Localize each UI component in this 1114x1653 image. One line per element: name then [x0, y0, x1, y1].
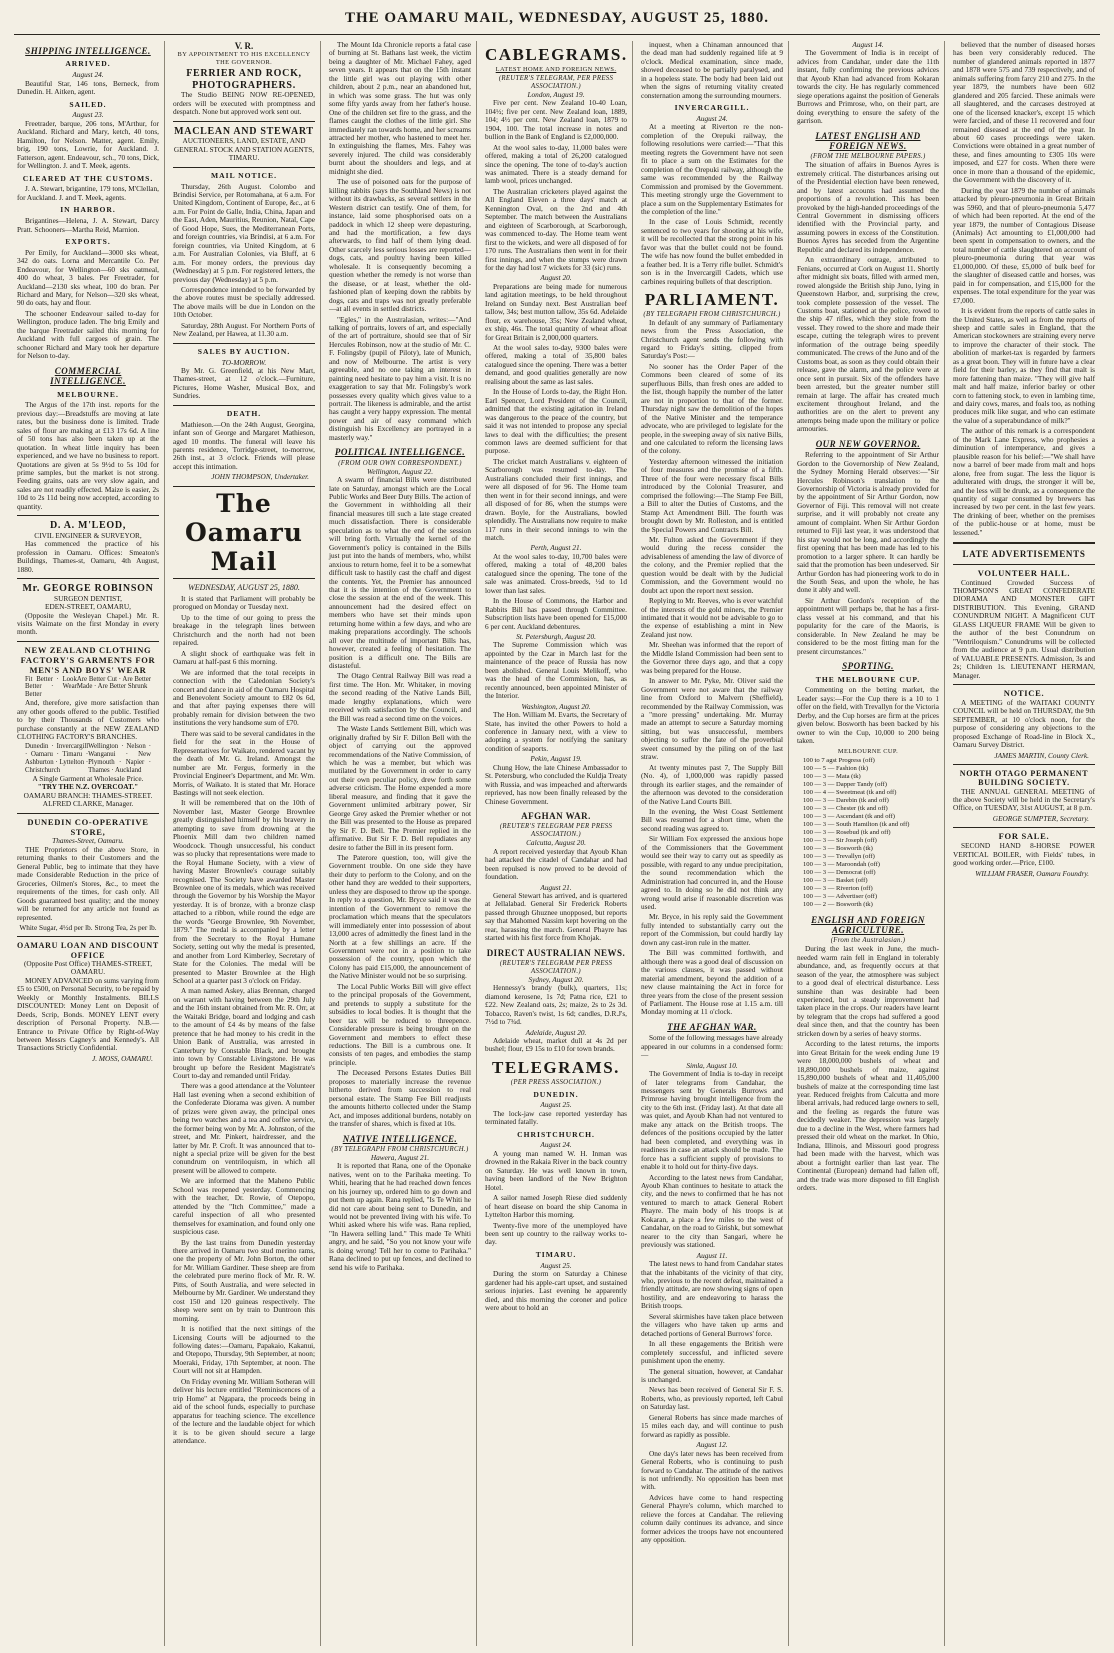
article: The Australian cricketers played against the All England Eleven a three days' match at Kennington Oval, on the 2nd and 4th September. The match between the Australians and eighteen of Scarborough, at Scarborough, was commenced to-day. The Home team went first to the wickets, and were all disposed of for 170 runs. The Australians then went in for their first innings, and when the stumps were drawn for the day had lost 7 wickets for 33 (sic) runs.: [485, 186, 627, 272]
divider: [173, 121, 315, 122]
death-text: Mathieson.—On the 24th August, Georgina, infant son of George and Margaret Mathieson, aged 10 months. The funeral will leave his parents residence, Torridge-street, to-morrow, 26th inst., at 3 o'clock. Friends will please accept this intimation.: [173, 419, 315, 471]
political-heading: POLITICAL INTELLIGENCE.: [334, 447, 466, 458]
article: The Waste Lands Settlement Bill, which was originally drafted by Sir F. Dillon Bell with the object of carrying out the approved recommendations of the Native Commission, of which he was a member, but which was mutilated by the Government in order to carry out their own peculiar policy, drew forth some adverse criticism. The Home expended a more liberal measure, and finding that it gave the Government unlimited arbitrary power, Sir George Grey asked the Premier whether or not the Bill was presented to the House as prepared by Sir F. D. Bell. The Premier replied in the affirmative. But Sir F. D. Bell repudiates any desire to father the Bill in its present form.: [329, 724, 471, 852]
dateline: August 24.: [540, 1140, 572, 1150]
telegrams-source: (PER PRESS ASSOCIATION.): [510, 1078, 602, 1086]
article: Chung How, the late Chinese Ambassador to St. Petersburg, who concluded the Kuldja Treaty with Russia, and was impeached and afterwards reprieved, has now been finally released by the Chinese Government.: [485, 762, 627, 806]
cup-betting-line: 100 to 7 agst Progress (off): [803, 756, 875, 764]
ad-robinson: [17, 583, 159, 637]
article: During the last week in June, the much-needed warm rain fell in England in tolerably abundance, and, as frequently occurs at that season of the year, the atmosphere was subject to a good deal of electrical disturbance. Less sunshine than was desirable had been experienced, but a steady improvement had taken place in the crops. Our readers have learnt by telegram that the crops had suffered a good deal since then, and that the country has been stricken down by a series of heavy storms.: [797, 944, 939, 1038]
article: Mr. Fulton asked the Government if they would during the recess consider the advisableness of amending the law of divorce of the colony, and the Premier replied that the question would be dealt with by the Judicial Commission, and the Government would no doubt act upon the report next session.: [641, 534, 783, 595]
sales-text: By Mr. G. Greenfield, at his New Mart, Thames-street, at 12 o'clock.—Furniture, Pictures, Home Washer, Musical Box, and Sundries.: [173, 365, 315, 401]
article: believed that the number of diseased horses has been very considerably reduced. The number of glandered animals reported in 1877 and 1878 were 575 and 739 respectively, and of animals suffering from farcy 210 and 275. In the year 1879, the numbers have been 602 glandered and 205 farcied. These animals were all slaughtered, and the carcases destroyed at one of the licensed knacker's, except 15 which were farcied, and of these 11 recovered and four remained diseased at the end of the year. In about 60 cases proceedings were taken. Convictions were obtained in a great number of these, and fines amounting to £305 10s were imposed, and £27 for costs. When there were once in more than a thousand of the epidemic, the Government with the discovery of it.: [953, 41, 1095, 185]
cup-betting-line: 100 — 3 — Mata (tk): [803, 772, 861, 780]
article: A man named Askey, alias Brennan, charged on warrant with having between the 29th July and the 16th instant obtained from Mr. R. Orr, at the Waitaki Bridge, board and lodging and cash to the amount of £4 4s by means of the false pretence that he had money to his credit in the Union Bank of Australia, was arrested in Canterbury by Constable Black, and brought into town by Constable Livingstone. He was brought up before the Resident Magistrate's Court to-day and remanded until Friday.: [173, 986, 315, 1080]
divider: [173, 343, 315, 344]
dateline: St. Petersburgh, August 20.: [516, 631, 596, 641]
article: Some of the following messages have already appeared in our columns in a condensed form:—: [641, 1033, 783, 1060]
divider: [17, 813, 159, 814]
article: On Friday evening Mr. William Sotheran will deliver his lecture entitled "Reminiscences of a trip Home" at Ngapara, the proceeds being in aid of the school funds, especially to purchase apparatus for teaching science. The excellence of the lecture and the laudable object for which it is to be given should secure a large attendance.: [173, 1376, 315, 1445]
sales-date: TO-MORROW.: [221, 357, 267, 367]
ad-nz-branch: OAMARU BRANCH: THAMES-STREET. ALFRED CLARKE, Manager.: [23, 790, 153, 809]
cup-betting-line: 100 — 5 — Fashion (tk): [803, 764, 869, 772]
article: "Egles," in the Australasian, writes:—"And talking of portraits, lovers of art, and especially of the art of portraiture, should see that of Sir Hercules Robinson, now at the studio of Mr. C. F. Folingsby (pupil of Piloty), late of Munich, and now of Melbourne. The artist is very agreeable, and no one taking an interest in painting need hesitate to pay him a visit. It is no exaggeration to say that Mr. Folingsby's work possesses every quality which gives value to a portrait. The likeness is admirable, and the artist has caught a very happy expression. The mental power and air of easy command which distinguish his Excellency are portrayed in a masterly way.": [329, 314, 471, 442]
telegrams-heading: TELEGRAMS.: [492, 1057, 620, 1077]
article: In the House of Lords to-day, the Right Hon. Earl Spencer, Lord President of the Council, admitted that the existing agitation in Ireland was dangerous to the peace of the country, but said it was not intended to propose any special laws to deal with the difficulties; the present common laws are deemed sufficient for that purpose.: [485, 387, 627, 456]
cup-betting-line: 100 — 3 — Advertiser (off): [803, 893, 878, 901]
volunteer-hall-heading: VOLUNTEER HALL.: [977, 567, 1071, 578]
ad-nz-overcoat: "TRY THE N.Z. OVERCOAT.": [37, 782, 139, 792]
direct-heading: DIRECT AUSTRALIAN NEWS.: [486, 947, 626, 958]
sailed-label: SAILED.: [69, 99, 107, 109]
article: Adelaide wheat, market dull at 4s 2d per bushel; flour, £9 15s to £10 for town brands.: [485, 1036, 627, 1054]
article: At twenty minutes past 7, The Supply Bill (No. 4), of 1,000,000 was rapidly passed through its earlier stages, and the remainder of the afternoon was devoted to the consideration of the Native Land Courts Bill.: [641, 762, 783, 806]
building-society-heading: NORTH OTAGO PERMANENT BUILDING SOCIETY.: [959, 769, 1089, 788]
article: At the wool sales to-day, 10,700 bales were offered, making a total of 48,200 bales catalogued since the opening. The tone of the sale was animated. Cross-breeds, ½d to 1d lower than last sales.: [485, 551, 627, 595]
article: In answer to Mr. Pyke, Mr. Oliver said the Government were not aware that the railway line from Oxford to Malvern (Sheffield), recommended by the Railway Commission, was a "more pressing" undertaking. Mr. Murray made an attempt to secure a Saturday morning sitting, but was unsuccessful, members objecting to suffer the fate of the proverbial sweet consumed by the piling on of the last straw.: [641, 676, 783, 762]
dateline: Calcutta, August 20.: [526, 838, 586, 848]
cup-betting-line: 100 — 3 — Basket (off): [803, 877, 868, 885]
article: The Local Public Works Bill will give effect to the principal proposals of the Government, and pretends to supply a substitute for the subsidies to local bodies. It is thought that the beer tax will be reduced to threepence. Considerable pressure is being brought on the Government and members to effect these reductions. The Bill is a cumbrous one. It consists of ten pages, and embodies the stamp principle.: [329, 981, 471, 1067]
article: inquest, when a Chinaman announced that the dead man had suddenly regained life at 9 o'clock. Medical examination, since made, showed deceased to be partially paralysed, and in a hopeless state. The body had been laid out when the signs of returning vitality created consternation among the surrounding mourners.: [641, 41, 783, 100]
dateline: London, August 19.: [527, 89, 585, 99]
dateline: Sydney, August 20.: [528, 974, 584, 984]
article: The Deceased Persons Estates Duties Bill proposes to materially increase the revenue hitherto derived from succession to real personal estate. The Stamp Fee Bill readjusts the amounts hitherto collected under the Stamp Act, and imposes additional burdens, notably on the transfer of shares, which is fixed at 10s.: [329, 1068, 471, 1129]
article: According to the latest returns, the imports into Great Britain for the week ending June 19 were 18,000,000 bushels of wheat and 18,890,000 bushels of maize, against 15,890,000 bushels of wheat and 11,405,000 bushels of maize at the corresponding time last year. Reduced freights from Calcutta and more liberal arrivals, had reduced large owners to sell, and the feeling as regards the future was decidedly weaker. The depression was largely due to a decline in the West, where farmers had pressed their old wheat on the market. In Ohio, Indiana, Illinois, and Missouri good progress had been made with the harvest, which was about a fortnight earlier than last year. The Continental (European) demand had fallen off, and the trade was more disposed to fill English orders.: [797, 1039, 939, 1192]
ad-coop-address: Thames-Street, Oamaru.: [52, 836, 124, 846]
sailed-text: Freetrader, barque, 206 tons, M'Arthur, for Auckland. Richard and Mary, ketch, 40 tons, Hamilton, for Nelson. Matter, agent. Emily, brig, 190 tons, Lowrie, for Auckland. J. Fatterson, agent. Endeavour, sch., 70 tons, Dick, for Wellington. J. and T. Meek, agents.: [17, 118, 159, 171]
article: The Otago Central Railway Bill was read a first time. The Hon. Mr. Whitaker, in moving the second reading of the Native Lands Bill, made lengthy explanations, which were received with satisfaction by the Council, and the Bill was read a second time on the voices.: [329, 671, 471, 723]
article: The cricket match Australians v. eighteen of Scarborough was resumed to-day. The Australians concluded their first innings, and were all disposed of for 96. The Home team then went in for their second innings, and were all disposed of for 86, when the stumps were drawn. Boyle, for the Australians, bowled splendidly. The Australians now require to make 117 runs in their second innings to win the match.: [485, 456, 627, 542]
timaru-place: TIMARU.: [535, 1249, 577, 1259]
cablegrams-source: (REUTER'S TELEGRAM, PER PRESS ASSOCIATION.): [498, 75, 614, 91]
cup-betting-line: 100 — 3 — Darebin (tk and off): [803, 797, 889, 805]
article: In the case of Louis Schmidt, recently sentenced to two years for shooting at his wife, it will be recollected that the strong point in his favor was that the bullet could not be found. The wife has now found the bullet embedded in a feather bed. It is a Terry rifle bullet. Schmidt's son is in the Invercargill Cadets, which use carbines requiring bullets of that description.: [641, 217, 783, 286]
notice-signature: JAMES MARTIN, County Clerk.: [994, 750, 1089, 760]
ad-mleod-name: D. A. M'LEOD,: [49, 520, 127, 532]
mail-text-2: Correspondence intended to be forwarded by the above routes must be specially addressed. The above mails will be due in London on the 10th October.: [173, 285, 315, 320]
cup-betting-line: 100 — 3 — Maroondah (off): [803, 861, 880, 869]
exports-label: EXPORTS.: [65, 236, 111, 246]
article: Five per cent. New Zealand 10-40 Loan, 104½; five per cent. New Zealand loan, 1889, 104; 4½ per cent. New Zealand loan, 1879 to 1904, 100. The total increase in notes and bullion in the Bank of England is £2,000,000.: [485, 98, 627, 142]
article: At the wool sales to-day, 9300 bales were offered, making a total of 35,800 bales catalogued since the opening. There was a better demand, and good qualities generally are now realising about the same as last sales.: [485, 343, 627, 386]
dateline: Washington, August 20.: [521, 701, 591, 711]
article: The Bill was committed forthwith, and although there was a good deal of discussion on the various clauses, it was passed without material amendment, beyond the addition of a new clause maintaining the Act in force for three years from the close of the present session of Parliament. The House rose at 1.15 a.m. till Monday morning at 11 o'clock.: [641, 948, 783, 1017]
dateline: August 25.: [540, 1100, 572, 1110]
cleared-text: J. A. Stewart, brigantine, 179 tons, M'Clellan, for Auckland. J. and T. Meek, agents.: [17, 184, 159, 202]
article: The lock-jaw case reported yesterday has terminated fatally.: [485, 1108, 627, 1127]
divider: [953, 827, 1095, 828]
melbourne-text: The Argus of the 17th inst. reports for the previous day:—Breadstuffs are moving at late rates, but the business done is limited. Trade sales of flour are making at £13 17s 6d. A line of 50 tons has also been taken up at the quotation. In wheat little inquiry has been experienced, and we have no business to report. Quotations are given at 5s 9½d to 5s 10d for prime samples, but the market is not strong. Feeding grains, oats are very slow again, and sales are not readily effected. Maize is easier, 2s 10d to 2s 11d being now accepted, according to quantity.: [17, 400, 159, 511]
governor-heading: OUR NEW GOVERNOR.: [815, 438, 921, 449]
latest-news-heading: LATEST ENGLISH AND FOREIGN NEWS.: [815, 130, 921, 151]
political-place: Wellington, August 22.: [366, 466, 434, 476]
article: During the storm on Saturday a Chinese gardener had his apple-cart upset, and sustained serious injuries. Last evening he apparently died, and this morning the coroner and police were about to hold an: [485, 1269, 627, 1312]
article: By the last trains from Dunedin yesterday there arrived in Oamaru two stud merino rams, one the property of Mr. John Borton, the other for Mr. William Gardiner. These sheep are from the celebrated pure merino flock of Mr. R. W. Pitts, of South Australia, and were selected in Melbourne by Mr. Gardiner. We understand they cost 150 and 120 guineas respectively. The sheep were sent on by train to Duntroon this morning.: [173, 1237, 315, 1323]
dateline: August 14.: [852, 41, 884, 49]
article: One day's later news has been received from General Roberts, who is continuing to push forward to Candahar. The attitude of the natives is not unfriendly. No opposition has been met with.: [641, 1448, 783, 1492]
building-society-signature: GEORGE SUMPTER, Secretary.: [992, 813, 1089, 823]
article: Advices have come to hand respecting General Phayre's column, which marched to relieve the forces at Candahar. The relieving column daily continues its advance, and since former advices the troops have not encountered any opposition.: [641, 1492, 783, 1545]
article: In the evening, the West Coast Settlement Bill was resumed for a short time, when the second reading was agreed to.: [641, 807, 783, 833]
arrived-text: Beautiful Star, 146 tons, Berneck, from Dunedin. H. Aitken, agent.: [17, 78, 159, 97]
ad-loan-address: (Opposite Post Office) THAMES-STREET, OAMARU.: [23, 958, 153, 977]
arrived-date: August 24.: [72, 70, 104, 80]
afghan-heading: AFGHAN WAR.: [521, 811, 591, 822]
article: Commenting on the betting market, the Leader says:—For the Cup there is a 10 to 1 offer on the field, with Trevallyn for the Victoria Derby, and the Cup horses are firm at the prices given below. Bosworth has been backed by his owner to win the Cup, 10,000 to 200 being taken.: [797, 685, 939, 746]
native-heading: NATIVE INTELLIGENCE.: [342, 1133, 458, 1144]
columns: [14, 41, 1100, 1646]
article: Preparations are being made for numerous land agitation meetings, to be held throughout Ireland on Sunday next. Best Australian beef tallow, 34s; best mutton tallow, 35s 6d. Adelaide flour, ex warehouse, 35s; New Zealand wheat, ex ship, 46s. The total quantity of wheat afloat for Great Britain is 2,000,000 quarters.: [485, 281, 627, 342]
parliament-heading: PARLIAMENT.: [644, 290, 780, 310]
divider: [173, 405, 315, 406]
ad-coop: [17, 818, 159, 933]
steamer-text: The schooner Endeavour sailed to-day for Wellington, produce laden. The brig Emily and the barque Freetrader sailed this morning for Auckland with full cargoes of grain. The schooner Richard and Mary took her departure for Nelson to-day.: [17, 308, 159, 361]
harbor-label: IN HARBOR.: [60, 205, 116, 215]
cup-betting-list: [797, 757, 939, 910]
ad-robinson-text: (Opposite the Wesleyan Chapel.) Mr. R. visits Waimate on the first Monday in every month.: [17, 610, 159, 637]
divider: [17, 515, 159, 516]
cup-betting-line: 100 — 3 — Bosworth (tk): [803, 845, 873, 853]
column-7: [950, 41, 1100, 1646]
cablegrams-subheading: LATEST HOME AND FOREIGN NEWS.: [495, 65, 617, 73]
article: Hennessy's brandy (bulk), quarters, 11s; diamond kerosene, 1s 7d; Patna rice, £21 to £22. New Zealand oats, 2s; maize, 2s to 2s 3d. Tobacco, Raven's twist, 1s 6d; candles, D.R.J's, 7½d to 7¾d.: [485, 983, 627, 1027]
article: In default of any summary of Parliamentary news from the Press Association, the Christchurch agent sends the following with regard to Friday's sitting, clipped from Saturday's Post:—: [641, 317, 783, 361]
death-signature: JOHN THOMPSON, Undertaker.: [211, 472, 309, 482]
dateline: August 20.: [540, 273, 572, 283]
afghan-source: (REUTER'S TELEGRAM PER PRESS ASSOCIATION.): [499, 823, 613, 839]
article: An extraordinary outrage, attributed to Fenians, occurred at Cork on August 11. Shortly after midnight six boats, filled with armed men, rowed alongside the British ship Juno, lying in Queenstown Harbor, and, surprising the crew, took complete possession of the vessel. The Customs boat, stationed at the police, rowed to the ship 47 rifles, which they stole from the vessel. They rowed to the shore and made their escape, cutting the telegraph wires to prevent information of the outrage being speedily communicated. The crews of the Juno and of the Customs boat, as soon as they could obtain their release, gave the alarm, and the police were at once sent in pursuit. Six of the offenders have been arrested, but the greater number still remain at large. The affair has created much excitement throughout Ireland, and the authorities are on the alert to prevent any attempts being made upon the military or police armouries.: [797, 255, 939, 434]
cup-label: MELBOURNE CUP.: [837, 747, 899, 755]
article: In the House of Commons, the Harbor and Rabbits Bill has passed through Committee. Subscription lists have been opened for £15,000 6 per cent. Auckland debentures.: [485, 596, 627, 631]
article: Referring to the appointment of Sir Arthur Gordon to the Governorship of New Zealand, the Sydney Morning Herald observes:—"Sir Hercules Robinson's translation to the Governorship of Victoria is already provided for by the appointment of Sir Arthur Gordon, now Governor of Fiji. This removal will not create surprise, and it will probably not create any amount of complaint. When Sir Arthur Gordon returned to Fiji last year, it was understood that his stay would not be long, and accordingly the first opening that has been made has led to his promotion to a larger sphere. It can hardly be said that the promotion has been undeserved. Sir Arthur Gordon has had pioneering work to do in the South Seas, and upon the whole, he has done it ably and well.: [797, 450, 939, 595]
column-4: [482, 41, 633, 1646]
dateline: August 12.: [696, 1440, 728, 1450]
cup-betting-line: 100 — 3 — South Hamilton (tk and off): [803, 821, 910, 829]
ad-loan-title: OAMARU LOAN AND DISCOUNT OFFICE: [17, 941, 159, 960]
article: The Government of India is in receipt of advices from Candahar, under date the 11th instant, fully confirming the previous advices that Ayoub Khan had advanced from Kokaran towards the city. He has regularly commenced siege operations against the position of Generals Burrows and Primrose, who, on their part, are doing everything to ensure the safety of the garrison.: [797, 48, 939, 126]
for-sale-text: SECOND HAND 8-HORSE POWER VERTICAL BOILER, with Fields' tubes, in good working order.—Price, £100.: [953, 841, 1095, 868]
commercial-heading: COMMERCIAL INTELLIGENCE.: [50, 365, 126, 387]
dateline: Perth, August 21.: [530, 543, 582, 553]
ferrier-text: The Studio BEING NOW RE-OPENED, orders will be executed with promptness and despatch. None but approved work sent out.: [173, 90, 315, 117]
column-3: [326, 41, 477, 1646]
death-heading: DEATH.: [226, 408, 262, 418]
divider: [953, 684, 1095, 685]
shipping-heading: SHIPPING INTELLIGENCE.: [25, 46, 151, 56]
article: A swarm of financial Bills were distributed late on Saturday, amongst which are the Local Public Works and Beer Duty Bills. The action of the Government in withholding all their financial measures till such a late stage created much dissatisfaction. There is considerable speculation as to what the end of the session will bring forth. Virtually the kernel of the Government's policy is contained in the Bills just put into the hands of members, who, whilst anxious to return home, feel it to be a somewhat difficult task to hastily cast the chaff and digest the contents. Yet, the Premier has announced that it is the intention of the Government to close the session at the end of the week. This announcement had the desired effect on members who have set their minds upon returning home within a few days, and who are making preparations accordingly. The schools all over the multitude of important Bills has, however, created a feeling of hesitation. The position is a difficult one. The Bills are distasteful.: [329, 475, 471, 671]
native-subheading: (BY TELEGRAPH FROM CHRISTCHURCH.): [331, 1145, 469, 1153]
divider: [953, 764, 1095, 765]
exports-text: Per Emily, for Auckland—3000 sks wheat, 342 do oats. Lorna and Mercantile Co. Per Endeavour, for Wellington—60 sks oatmeal, 400 do wheat, 3 bales. Per Freetrader, for Auckland—2130 sks wheat, 100 do bran. Per Richard and Mary, for Nelson—320 sks wheat, 90 do oats, hay and flour.: [17, 247, 159, 308]
article: According to the latest news from Candahar, Ayoub Khan continues to hesitate to attack the city, and the news to confirmed that he has not ventured to march to attack General Robert Phayre. The main body of his troops is at Kokaran, a place a few miles to the west of Candahar, on the road to Girishk, but somewhat nearer to the city than Sangari, where he previously was stationed.: [641, 1172, 783, 1250]
article: It is evident from the reports of cattle sales in the United States, as well as from the reports of sheep and cattle sales in England, that the American stockowners are straining every nerve to improve the character of their stock. The abolition of market-tax is regarded by farmers as a great boon. They will in future have a clear field for their barley, as they find that malt is more fattening than maize. "They will give half malt and half maize, inferior barley or other corn to fattening stock, to even in lambing time, and dairy cows, mares, and foals too, as nothing produces milk like sugar, and who can estimate the value of a superabundance of milk?": [953, 306, 1095, 425]
direct-source: (REUTER'S TELEGRAM PER PRESS ASSOCIATION.): [499, 960, 613, 975]
invercargill-place: INVERCARGILL.: [674, 103, 750, 113]
ad-loan-text: MONEY ADVANCED on sums varying from £5 to £500, on Personal Security, to be repaid by Weekly or Monthly Instalments. BILLS DISCOUNTED: Money Lent on Deposit of Deeds, Scrip, Bonds. MONEY LENT every description of Personal Property. N.B.—Entrance to Private Office by Right-of-Way between Messrs Cagney's and Kennedy's. All Transactions Strictly Confidential.: [17, 975, 159, 1053]
article: We are informed that the Maheno Public School was reopened yesterday. Commencing with the teacher, Dr. Rowie, of Otepopo, attended by the "Itch Committee," made a careful inspection of all who presented themselves for examination, and found only one suspicious case.: [173, 1176, 315, 1237]
article: The situation of affairs in Buenos Ayres is extremely critical. The disturbances arising out of the Presidential election have been renewed, and by latest accounts had assumed the proportions of a revolution. This has been provoked by the high-handed proceedings of the Central Government in dismissing officers identified with the Provincial party, and assuming powers in excess of the Constitution. Buenos Ayres has seceded from the Argentine Republic and declared its independence.: [797, 160, 939, 254]
article: General Roberts has since made marches of 15 miles each day, and will continue to push forward as rapidly as possible.: [641, 1412, 783, 1439]
ad-nz-branches-b: Wellington · Nelson · Wanganui · New Plymouth · Napier · Thames · Auckland: [88, 743, 151, 775]
cup-betting-line: 100 — 4 — Sweetmeat (tk and off): [803, 789, 897, 797]
dateline: August 21.: [540, 882, 572, 892]
ad-robinson-address: EDEN-STREET, OAMARU,: [44, 602, 131, 612]
melbourne-label: MELBOURNE.: [57, 389, 119, 399]
divider: [17, 578, 159, 579]
cablegrams-heading: CABLEGRAMS.: [485, 45, 628, 64]
cup-betting-line: 100 — 3 — Democrat (off): [803, 869, 876, 877]
cup-betting-line: 100 — 3 — Rosebud (tk and off): [803, 829, 891, 837]
dateline: August 25.: [540, 1260, 572, 1270]
ad-coop-title: DUNEDIN CO-OPERATIVE STORE,: [27, 816, 149, 837]
cup-betting-line: 100 — 3 — Trevallyn (off): [803, 853, 875, 861]
ad-robinson-name: Mr. GEORGE ROBINSON: [22, 583, 154, 595]
article: During the year 1879 the number of animals attacked by pleuro-pneumonia in Great Britain was 5960, and that of pleuro-pneumonia 5,477 of which had been reported. At the end of the year 1879, the number of Contagious Disease (Animals) Act amounting to £1,000,000 had been spent in compensation to owners, and the total number of cattle slaughtered on account of pleuro-pneumonia during that year was £1,000,000. Of these, £5,000 of bulk beef for the slaughter of diseased cattle and horses, was paid in for compensation, and £15,000 for the expenses. The total expenditure for the year was £7,000.: [953, 185, 1095, 305]
article: There was a good attendance at the Volunteer Hall last evening when a second exhibition of the Confederate Diorama was given. A number of prizes were given away, the principal ones being two watches and a tea and coffee service, the former being won by Mr. A. Johnston, of the street, and Mr. Pinkert, hairdresser, and the latter by Mr. P. Croft. It was announced that to-night a special prize will be given for the best conundrum on ventriloquism, in which all present will be allowed to compete.: [173, 1081, 315, 1175]
arrived-label: ARRIVED.: [65, 59, 111, 69]
dateline: Pekin, August 19.: [530, 754, 582, 764]
dunedin-place: DUNEDIN.: [533, 1089, 579, 1099]
cup-betting-line: 100 — 2 — Bosworth (tk): [803, 901, 873, 909]
building-society-text: THE ANNUAL GENERAL MEETING of the above Society will be held in the Secretary's Office, on TUESDAY, 31st AUGUST, at 8 p.m.: [953, 786, 1095, 813]
article: Several skirmishes have taken place between the villagers who have taken up arms and detached portions of General Burrows' force.: [641, 1311, 783, 1338]
maclean-title: MACLEAN AND STEWART: [174, 125, 314, 137]
christchurch-place: CHRISTCHURCH.: [517, 1129, 595, 1139]
for-sale-heading: FOR SALE.: [998, 831, 1050, 842]
article: Yesterday afternoon witnessed the initiation of four measures and the promise of a fifth. Three of the four were necessary fiscal Bills introduced by the Colonial Treasurer, and comprised the following:—The Stamp Fee Bill, a Bill to alter the Duties of Customs, and the Stamp Act Amendment Bill. The fourth was brought down by Mr. Rolleston, and is entitled the Special Powers and Contracts Bill.: [641, 456, 783, 534]
paper-title: The Oamaru Mail: [173, 486, 315, 579]
ad-nz-title: NEW ZEALAND CLOTHING FACTORY'S GARMENTS FOR MEN'S AND BOYS' WEAR: [20, 644, 156, 675]
article: There was said to be several candidates in the field for the seat in the House of Representatives for Waikato, rendered vacant by the death of Mr. G. Ireland. Amongst the number are Mr. Fergus, formerly in the Provincial Engineer's Department, and Mr. Wm. Morris, of Waikato. It is stated that Mr. Horace Bastings will not seek election.: [173, 728, 315, 797]
article: News has been received of General Sir F. S. Roberts, who, as previously reported, left Cabul on Saturday last.: [641, 1385, 783, 1412]
cleared-label: CLEARED AT THE CUSTOMS.: [22, 173, 154, 183]
article: The Paterore question, too, will give the Government trouble. On one side they have their duty to perform to the Colony, and on the other hand they are wedded to their supporters, unless they are disposed to throw up the sponge. In reply to a question, Mr. Bryce said it was the intention of the Government to remove the proclamation which means that the speculators will immediately enter into possession of about 13,000 acres of admittedly the finest land in the North at a few shillings an acre. If the Government were not in a position to take possession of the country, upon which the Colony has paid £15,000, the announcement of the Native Minister would not be so surprising.: [329, 853, 471, 981]
article: Sir William Fox expressed the anxious hope of the Commissioners that the Government would see their way to carry out as speedily as possible, with regard to any undue precipitation, the sound recommendation which the Administration had concurred in, and the House agreed to. In doing so he did not think any wrong would arise if reasonable discretion was used.: [641, 834, 783, 911]
ad-nz-claims: [17, 676, 159, 700]
ad-nz-claims-b: Are Better Cut · Are Better Made · Are Better Shrunk: [76, 675, 151, 691]
ad-coop-prices: White Sugar, 4½d per lb. Strong Tea, 2s per lb.: [19, 922, 157, 932]
article: It is notified that the next sittings of the Licensing Courts will be adjourned to the following dates:—Oamaru, Papakaio, Kakanui, and Otepopo, Thursday, 9th September, at noon; Moeraki, Friday, 17th September, at noon. The Court will not sit at Hampden.: [173, 1324, 315, 1376]
ad-nz-claims-a: Fit Better · Look Better · Wear Better: [25, 675, 77, 699]
maclean-text: AUCTIONEERS, LAND, ESTATE, AND GENERAL STOCK AND STATION AGENTS, TIMARU.: [173, 136, 315, 163]
agriculture-source: (From the Australasian.): [830, 937, 906, 945]
paper-date: WEDNESDAY, AUGUST 25, 1880.: [188, 582, 300, 592]
divider: [17, 936, 159, 937]
ad-nz-branches-a: Dunedin · Invercargill · Oamaru · Timaru · Ashburton · Lyttelton · Christchurch: [25, 743, 89, 775]
article: A young man named W. H. Inman was drowned in the Rakaia River in the back country on Saturday. He was well known in town, having been landlord of the New Brighton Hotel.: [485, 1148, 627, 1192]
article: It will be remembered that on the 10th of November last, Master George Brownlee greatly distinguished himself by his bravery in attempting to save from drowning at the Phoenix Mill dam two children named Woodcock. Though unsuccessful, his conduct was so plucky that representations were made to the Royal Humane Society, with a view of having Master Brownlee's courage suitably recognised. The Society have awarded Master Brownlee one of its medals, which was received through the Governor by his Worship the Mayor yesterday. It is of bronze, with a bronze clasp attached to a ribbon, while round the edge are the words "George Brownlee, 9th November, 1879." The medal is accompanied by a letter from the Secretary to the Royal Humane Society, setting out why the medal is presented, and another from Lord Kimberley, Secretary of State for the Colonies. The medal will be presented to Master Brownlee at the High School at a quarter past 3 o'clock on Friday.: [173, 798, 315, 985]
sporting-heading: SPORTING.: [842, 661, 894, 672]
sales-heading: SALES BY AUCTION.: [197, 346, 291, 356]
article: Replying to Mr. Reeves, who is ever watchful of the interests of the gold miners, the Premier intimated that it would not be advisable to go to the expense of establishing a mint in New Zealand just now.: [641, 596, 783, 639]
ad-loan-signature: J. MOSS, OAMARU.: [92, 1053, 153, 1063]
column-5: [638, 41, 789, 1646]
cup-betting-line: 100 — 3 — Sir Joseph (off): [803, 837, 877, 845]
article: In all these engagements the British were completely successful, and inflicted severe punishment upon the enemy.: [641, 1339, 783, 1366]
ad-mleod-text: Has commenced the practice of his profession in Oamaru. Offices: Smeaton's Buildings, Thames-st, Oamaru, 4th August, 1880.: [17, 539, 159, 574]
article: The use of poisoned oats for the purpose of killing rabbits (says the Southland News) is not without its drawbacks, as several settlers in the Western district can testify. One of them, for instance, laid some phosphorised oats on a paddock in which 12 sheep were depasturing, and had the mortification, a few days afterwards, to find half of them lying dead. Other scarcely less serious losses are reported—dogs, cats, and poultry having been killed wholesale. It is consequently becoming a question whether the remedy is not worse than the disease, or at least, whether the old-fashioned plan of keeping down the rabbits by dogs, cats and traps was not greatly preferable—at all events in settled districts.: [329, 177, 471, 314]
late-ads-heading: LATE ADVERTISEMENTS: [962, 549, 1086, 560]
vr-mark: V. R.: [234, 41, 254, 51]
harbor-text: Brigantines—Helena, J. A. Stewart, Darcy Pratt. Schooners—Martha Reid, Marnion.: [17, 216, 159, 234]
mail-text-3: Saturday, 28th August. For Northern Ports of New Zealand, per Hawea, at 11.30 a.m.: [173, 320, 315, 339]
political-subheading: (FROM OUR OWN CORRESPONDENT.): [338, 459, 462, 467]
article: Mr. Bryce, in his reply said the Government fully intended to substantially carry out the report of the Commission, but could hardly lay down any cast-iron rule in the matter.: [641, 912, 783, 947]
mail-heading: MAIL NOTICE.: [210, 170, 277, 180]
column-6: [794, 41, 945, 1646]
article: The latest news to hand from Candahar states that the inhabitants of the vicinity of that city, who, previous to the recent defeat, maintained a friendly attitude, are now showing signs of open hostility, and are endeavoring to harass the British troops.: [641, 1259, 783, 1311]
ad-nz-foot: A Single Garment at Wholesale Price.: [32, 773, 144, 783]
article: It is stated that Parliament will probably be prorogued on Monday or Tuesday next.: [173, 594, 315, 612]
cup-heading: THE MELBOURNE CUP.: [815, 674, 921, 684]
article: At a meeting at Riverton re the non-completion of the Orepuki railway, the following resolutions were carried:—"That this meeting regrets the Government have not seen fit to place a sum on the Estimates for the completion of the Orepuki railway, although the same was recommended by the Railway Commission and promised by the Government. This meeting strongly urge the Government to place a sum on the Supplementary Estimates for the completion of the line.": [641, 122, 783, 216]
cup-betting-line: 100 — 3 — Ascendant (tk and off): [803, 813, 895, 821]
divider: [173, 167, 315, 168]
ad-nz-branches: [17, 743, 159, 775]
article: The general situation, however, at Candahar is unchanged.: [641, 1366, 783, 1384]
article: The Supreme Commission which was appointed by the Czar in March last for the maintenance of the peace of Russia has now been abolished. General Louis Melikoff, who was the head of the Commission, has, as recently announced, been appointed Minister of the Interior.: [485, 640, 627, 701]
ad-mleod: [17, 520, 159, 574]
article: A sailor named Joseph Riese died suddenly of heart disease on board the ship Canoma in Lyttelton Harbor this morning.: [485, 1193, 627, 1220]
article: The author of this remark is a correspondent of the Mark Lane Express, who prophesies a diminution of intemperance, and gives a plausible reason for his belief:—"We shall have now a barrel of beer made from malt and hops alone, free from sugar. The less the liquor is adulterated with drugs, the stronger it will be, and the less will be drunk, as a consequence the quantity of sugar consumed by brewers has increased by two per cent. in the last few years. The drinking of beer, whether on the premises of the public-house or at home, must be lessened.": [953, 426, 1095, 537]
ferrier-title: FERRIER AND ROCK, PHOTOGRAPHERS.: [186, 68, 302, 91]
divider: [953, 564, 1095, 565]
article: The Hon. William M. Evarts, the Secretary of State, has invited the other Powers to hold a conference in January next, with a view to adopting a system for notifying the sanitary condition of seaports.: [485, 710, 627, 753]
cup-betting-line: 100 — 3 — Chester (tk and off): [803, 805, 888, 813]
ad-loan: [17, 941, 159, 1063]
dateline: August 11.: [696, 1250, 728, 1260]
column-2: [170, 41, 321, 1646]
for-sale-signature: WILLIAM FRASER, Oamaru Foundry.: [975, 868, 1089, 878]
article: A slight shock of earthquake was felt in Oamaru at half-past 6 this morning.: [173, 648, 315, 667]
ad-coop-text: THE Proprietors of the above Store, in returning thanks to their Customers and the General Public, beg to intimate that they have made Considerable Reduction in the price of Groceries, Oilmen's Stores, &c., to meet the requirements of the times, for cash only. All Goods guaranteed best quality; and the money will be returned for any article not found as represented.: [17, 844, 159, 922]
dateline: August 24.: [696, 113, 728, 123]
agriculture-heading: ENGLISH AND FOREIGN AGRICULTURE.: [811, 914, 925, 935]
running-masthead: THE OAMARU MAIL, WEDNESDAY, AUGUST 25, 1880.: [14, 10, 1100, 35]
article: Up to the time of our going to press the breakage in the telegraph lines between Christchurch and the north had not been repaired.: [173, 612, 315, 648]
cup-betting-line: 100 — 3 — Riverton (off): [803, 885, 873, 893]
sailed-date: August 23.: [72, 110, 104, 120]
dateline: Adelaide, August 20.: [525, 1027, 587, 1037]
article: General Stewart has arrived, and is quartered at Jellalabad. General Sir Frederick Roberts passed through Ghuznee unopposed, but reports say that Mahomed Nassim kept hovering on the rear, harassing the march. General Phayre has started with his first force from Khojak.: [485, 890, 627, 943]
latest-news-source: (FROM THE MELBOURNE PAPERS.): [810, 153, 926, 161]
mail-text: Thursday, 26th August. Colombo and Brindisi Service, per Rotomahana, at 6 a.m. For United Kingdom, Continent of Europe, &c., at 6 a.m. For Point de Galle, India, China, Japan and the East, Aden, Mauritius, Reunion, Natal, Cape of Good Hope, Sues, the Mediterranean Ports, and foreign countries, via Brindisi, at 6 a.m. For foreign countries, via United Kingdom, at 6 a.m. For Australian Colonies, via Bluff, at 6 a.m. For money orders, the previous day (Wednesday) at 5 p.m. For registered letters, the previous day (Wednesday) at 5 p.m.: [173, 181, 315, 284]
article: Sir Arthur Gordon's reception of the appointment will perhaps be, that he has a first-class vessel at his command, and that his popularity for the care of the Maoris, is considerable. In New Zealand he may be considered to be the most fitting man for the present circumstances.": [797, 595, 939, 656]
article: Mr. Sheehan was informed that the report of the Middle Island Commission had been sent to the Governor three days ago, and that a copy was being prepared for the House.: [641, 640, 783, 675]
article: The Mount Ida Chronicle reports a fatal case of burning at St. Bathans last week, the victim being a daughter of Mr. Michael Fahey, aged seven years. It appears that on the 15th instant the little girl was out playing with other children, about 2 p.m., near an abandoned hut, in which was some grass. The hut was only some fifty yards away from her father's house. One of the children set fire to the grass, and the flames caught the clothes of the little girl. She immediately ran towards home, and her screams attracted her mother, who hastened to meet her. In extinguishing the flames, Mrs. Fahey was severely injured. The child was considerably burnt about the shoulders and legs, and at midnight she died.: [329, 41, 471, 176]
divider: [17, 641, 159, 642]
article: A report received yesterday that Ayoub Khan had attacked the citadel of Candahar and had been repulsed is now proved to be devoid of foundation.: [485, 846, 627, 882]
article: It is reported that Rana, one of the Oponake natives, went on to the Parihaka meeting. To Whiti, hearing that he had reached down fences on his journey up, ordered him to go down and put them up again. Rana replied, "Is Te Whiti he did not care about being sent to Dunedin, and would not be prevented living with his wife. To Whiti asked where his wife was. Rana replied, "In Hawera selling land." This made Te Whiti angry, and he said, "So you not know your wife is doing wrong! Tell her to come to Parihaka." Rana declined to put up fences, and declined to send his wife to Parihaka.: [329, 1161, 471, 1272]
article: At the wool sales to-day, 11,000 bales were offered, making a total of 26,200 catalogued since the opening. The tone of to-day's auction was animated. There is a steady demand for lamb wool, prices unchanged.: [485, 142, 627, 186]
article: The Government of India is to-day in receipt of later telegrams from Candahar, the messengers sent by Generals Burrows and Primrose having brought intelligence from the city to the 6th inst. (Friday last). At that date all was quiet, and Ayoub Khan had not ventured to make any attack on the British troops. The defences of the positions occupied by the latter had been completed, and everything was in readiness in case an attack should be made. The force has a sufficient supply of provisions to enable it to hold out for thirty-five days.: [641, 1069, 783, 1172]
cup-betting-line: 100 — 3 — Dapper Tandy (off): [803, 781, 887, 789]
afghan-war-heading: THE AFGHAN WAR.: [667, 1021, 757, 1032]
ad-nz-text: And, therefore, give more satisfaction than any other goods offered to the public. Testified to by their Thousands of Customers who purchase constantly at the NEW ZEALAND CLOTHING FACTORY'S BRANCHES.: [17, 698, 159, 741]
article: No sooner has the Order Paper of the Commons been cleared of some of its superfluous Bills, than fresh ones are added to the list, though happily the number of the latter are not in proportion to that of the former. Thursday night saw the demolition of the hopes of the Native Minister and the temperance advocate, who are privileged to legislate for the people, in the sweeping away of six native Bills, and one calculated to reform the licensing laws of the colony.: [641, 361, 783, 456]
column-1: [14, 41, 165, 1646]
ad-mleod-title: CIVIL ENGINEER & SURVEYOR,: [34, 530, 142, 540]
volunteer-hall-text: Continued Crowded Success of THOMPSON'S GREAT CONFEDERATE DIORAMA AND MONSTER GIFT DISTRIBUTION. This Evening, GRAND CONUNDRUM NIGHT. A Magnificent CUT GLASS LIQUEUR FRAME Will be given to the author of the best Conundrum on "Ventriloquism." Conundrums will be collected from the audience at 9 p.m. Usual distribution of VALUABLE PRESENTS. Admission, 3s and 2s; Children 1s. LIEUTENANT HERMAN, Manager.: [953, 577, 1095, 680]
article: Twenty-five more of the unemployed have been sent up country to the railway works to-day.: [485, 1220, 627, 1247]
dateline: Simla, August 10.: [686, 1060, 738, 1070]
ad-robinson-title: SURGEON DENTIST,: [54, 593, 122, 603]
notice-text: A MEETING of the WAITAKI COUNTY COUNCIL will be held on THURSDAY, the 9th SEPTEMBER, at 10 o'clock noon, for the purpose of considering any objections to the proposed Exchange of Road-line in Block X., Oamaru Survey District.: [953, 697, 1095, 750]
divider: [953, 542, 1095, 544]
article: We are informed that the total receipts in connection with the Caledonian Society's concert and dance in aid of the Oamaru Hospital and Benevolent Society amount to £82 0s 6d, and that after paying expenses there will probably remain for division between the two institutions the very handsome sum of £70.: [173, 667, 315, 728]
appointment-line: BY APPOINTMENT TO HIS EXCELLENCY THE GOVERNOR.: [177, 51, 311, 66]
parliament-source: (BY TELEGRAPH FROM CHRISTCHURCH.): [643, 310, 781, 318]
ad-nz-clothing: [17, 646, 159, 809]
notice-heading: NOTICE.: [1003, 688, 1045, 699]
native-place: Hawera, August 21.: [370, 1152, 430, 1162]
